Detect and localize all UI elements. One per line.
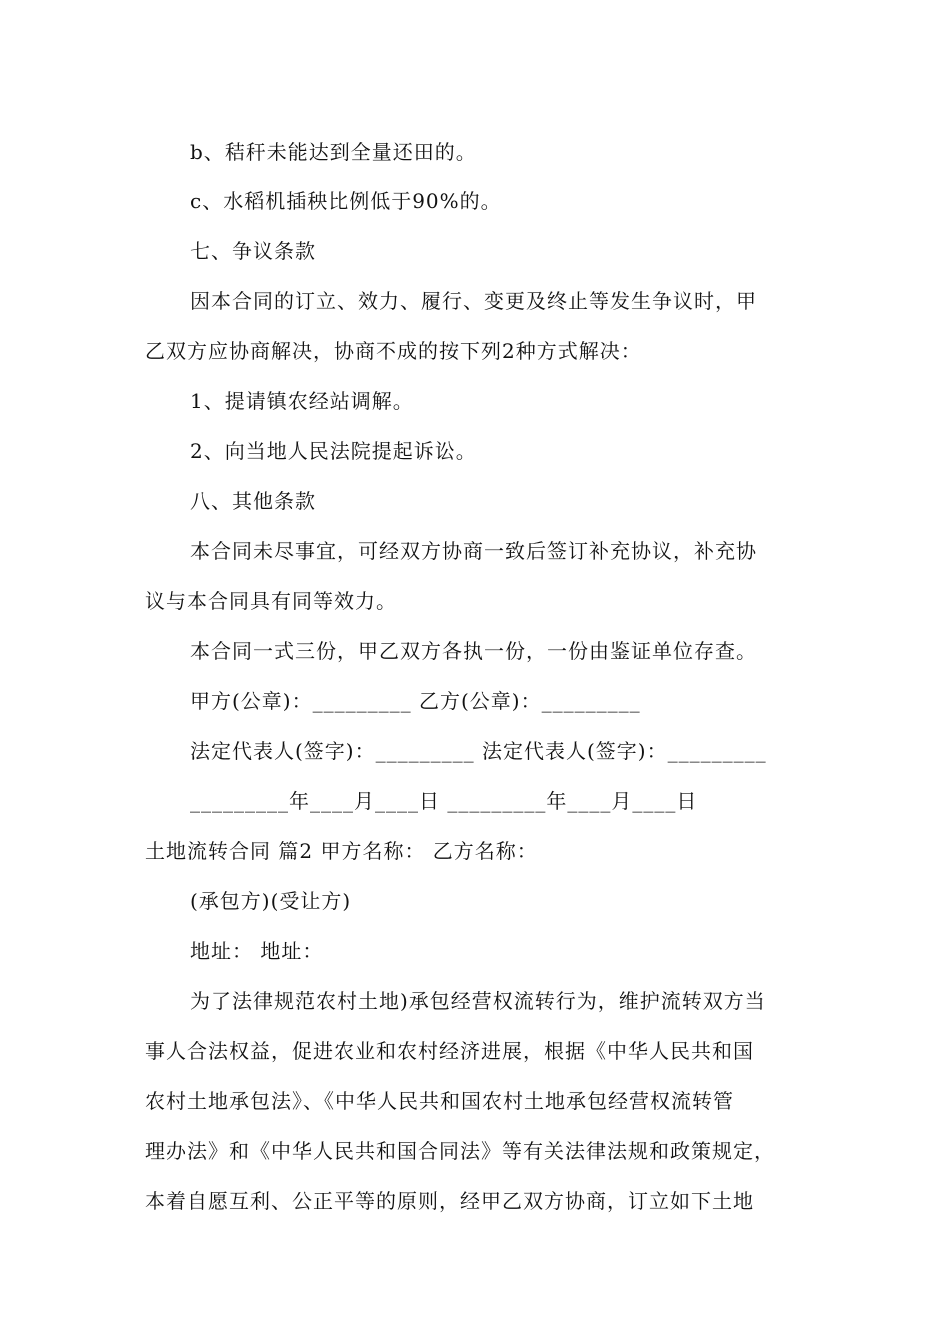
preamble-line-5: 本着自愿互利、公正平等的原则，经甲乙双方协商，订立如下土地: [145, 1189, 754, 1213]
signature-date-line: _________年____月____日 _________年____月____日: [190, 789, 698, 813]
contract-2-title-line: 土地流转合同 篇2 甲方名称： 乙方名称：: [145, 839, 538, 863]
clause-b-text: b、秸秆未能达到全量还田的。: [190, 140, 477, 164]
dispute-option-1: 1、提请镇农经站调解。: [190, 389, 414, 413]
legal-representative-line: 法定代表人(签字)：_________ 法定代表人(签字)：_________: [190, 739, 767, 763]
party-roles-line: (承包方)(受让方): [190, 889, 352, 913]
dispute-paragraph-line-2: 乙双方应协商解决，协商不成的按下列2种方式解决：: [145, 339, 642, 363]
dispute-option-2: 2、向当地人民法院提起诉讼。: [190, 439, 477, 463]
clause-c-text: c、水稻机插秧比例低于90%的。: [190, 189, 502, 213]
address-line: 地址： 地址：: [190, 939, 324, 963]
other-terms-line-1: 本合同未尽事宜，可经双方协商一致后签订补充协议，补充协: [190, 539, 757, 563]
dispute-paragraph-line-1: 因本合同的订立、效力、履行、变更及终止等发生争议时，甲: [190, 289, 757, 313]
party-seals-line: 甲方(公章)：_________ 乙方(公章)：_________: [190, 689, 641, 713]
section-7-heading: 七、争议条款: [190, 239, 316, 263]
preamble-line-4: 理办法》和《中华人民共和国合同法》等有关法律法规和政策规定，: [145, 1139, 775, 1163]
preamble-line-3: 农村土地承包法》、《中华人民共和国农村土地承包经营权流转管: [145, 1089, 734, 1113]
preamble-line-1: 为了法律规范农村土地)承包经营权流转行为，维护流转双方当: [190, 989, 766, 1013]
preamble-line-2: 事人合法权益，促进农业和农村经济进展，根据《中华人民共和国: [145, 1039, 754, 1063]
copies-statement: 本合同一式三份，甲乙双方各执一份，一份由鉴证单位存查。: [190, 639, 757, 663]
section-8-heading: 八、其他条款: [190, 489, 316, 513]
other-terms-line-2: 议与本合同具有同等效力。: [145, 589, 397, 613]
